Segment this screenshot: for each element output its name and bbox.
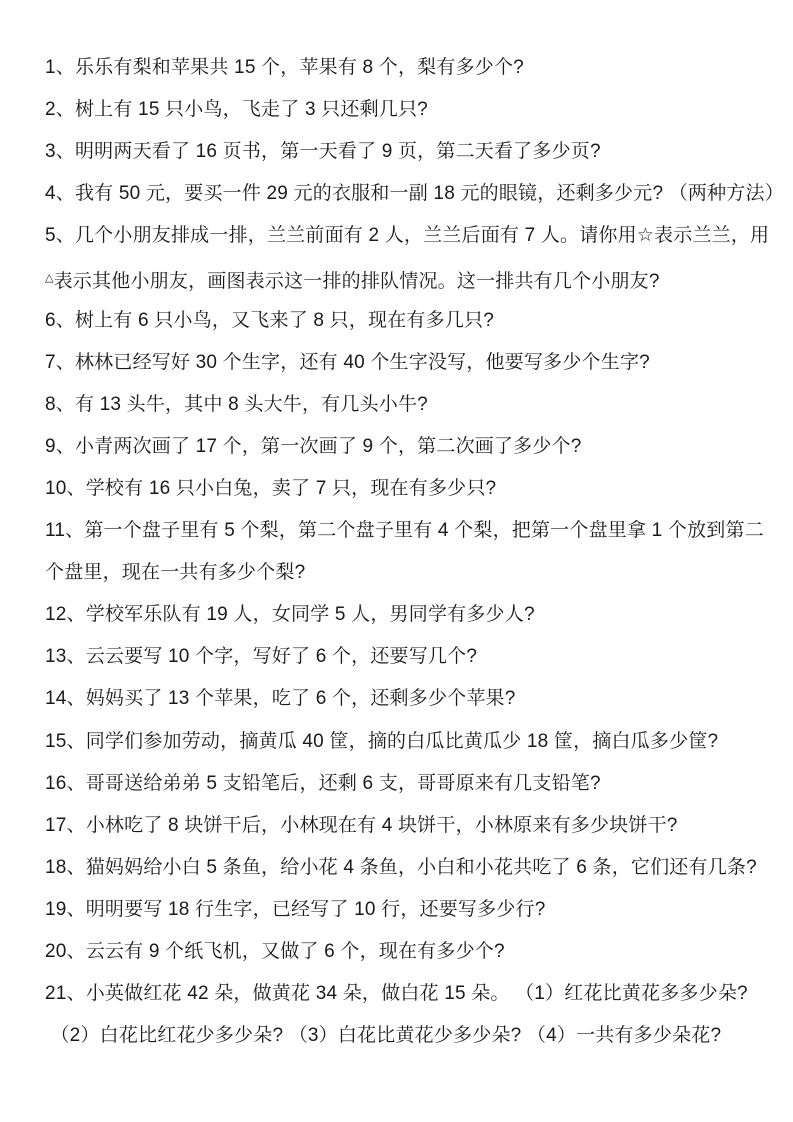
problem-16-line-1 bbox=[45, 763, 755, 805]
problem-6-line-1 bbox=[45, 300, 755, 342]
problem-text: 9、小青两次画了 17 个，第一次画了 9 个，第二次画了多少个? bbox=[45, 435, 582, 457]
problem-text: 15、同学们参加劳动，摘黄瓜 40 筐，摘的白瓜比黄瓜少 18 筐，摘白瓜多少筐? bbox=[45, 730, 719, 752]
problem-10-line-1 bbox=[45, 468, 755, 510]
problem-text: 20、云云有 9 个纸飞机，又做了 6 个，现在有多少个? bbox=[45, 940, 505, 962]
problem-17-line-1 bbox=[45, 805, 755, 847]
problem-text: 19、明明要写 18 行生字，已经写了 10 行，还要写多少行? bbox=[45, 898, 546, 920]
problem-text: 12、学校军乐队有 19 人，女同学 5 人，男同学有多少人? bbox=[45, 604, 535, 626]
problem-13-line-1 bbox=[45, 636, 755, 678]
problem-8-line-1 bbox=[45, 384, 755, 426]
problem-5-line-2 bbox=[45, 257, 755, 299]
problem-11-line-1 bbox=[45, 510, 764, 552]
problem-18-line-1 bbox=[45, 847, 755, 889]
problem-21-line-2 bbox=[45, 1015, 755, 1057]
triangle-symbol: △ bbox=[45, 272, 54, 285]
problem-list bbox=[45, 47, 784, 1057]
problem-5-line-1 bbox=[45, 215, 770, 257]
problem-text: 6、树上有 6 只小鸟，又飞来了 8 只，现在有多几只? bbox=[45, 309, 494, 331]
problem-7-line-1 bbox=[45, 342, 755, 384]
problem-14-line-1 bbox=[45, 678, 755, 720]
problem-1-line-1 bbox=[45, 47, 755, 89]
problem-text: 3、明明两天看了 16 页书，第一天看了 9 页，第二天看了多少页? bbox=[45, 141, 601, 163]
problem-20-line-1 bbox=[45, 931, 755, 973]
problem-text: 14、妈妈买了 13 个苹果，吃了 6 个，还剩多少个苹果? bbox=[45, 688, 516, 710]
problem-text: 2、树上有 15 只小鸟，飞走了 3 只还剩几只? bbox=[45, 99, 428, 121]
problem-text: （2）白花比红花少多少朵? （3）白花比黄花少多少朵? （4）一共有多少朵花? bbox=[45, 1025, 722, 1047]
problem-text: 18、猫妈妈给小白 5 条鱼，给小花 4 条鱼，小白和小花共吃了 6 条，它们还有几条? bbox=[45, 856, 757, 878]
problem-text: 4、我有 50 元，要买一件 29 元的衣服和一副 18 元的眼镜，还剩多少元? （两种方法） bbox=[45, 183, 784, 205]
problem-3-line-1 bbox=[45, 131, 755, 173]
problem-text: 7、林林已经写好 30 个生字，还有 40 个生字没写，他要写多少个生字? bbox=[45, 351, 650, 373]
problem-12-line-1 bbox=[45, 594, 755, 636]
problem-21-line-1 bbox=[45, 973, 755, 1015]
problem-text: 表示其他小朋友，画图表示这一排的排队情况。这一排共有几个小朋友? bbox=[53, 271, 660, 293]
problem-text: 10、学校有 16 只小白兔，卖了 7 只，现在有多少只? bbox=[45, 477, 497, 499]
problem-text: 16、哥哥送给弟弟 5 支铅笔后，还剩 6 支，哥哥原来有几支铅笔? bbox=[45, 772, 601, 794]
problem-text: 13、云云要写 10 个字，写好了 6 个，还要写几个? bbox=[45, 646, 478, 668]
problem-text: 个盘里，现在一共有多少个梨? bbox=[45, 562, 306, 584]
problem-9-line-1 bbox=[45, 426, 755, 468]
problem-text: 8、有 13 头牛，其中 8 头大牛，有几头小牛? bbox=[45, 393, 428, 415]
problem-4-line-1 bbox=[45, 173, 784, 215]
problem-11-line-2 bbox=[45, 552, 755, 594]
problem-text: 5、几个小朋友排成一排，兰兰前面有 2 人，兰兰后面有 7 人。请你用☆表示兰兰，用 bbox=[45, 225, 770, 247]
problem-2-line-1 bbox=[45, 89, 755, 131]
problem-text: 1、乐乐有梨和苹果共 15 个，苹果有 8 个，梨有多少个? bbox=[45, 57, 524, 78]
problem-15-line-1 bbox=[45, 721, 755, 763]
problem-text: 17、小林吃了 8 块饼干后，小林现在有 4 块饼干，小林原来有多少块饼干? bbox=[45, 814, 678, 836]
problem-19-line-1 bbox=[45, 889, 755, 931]
problem-text: 11、第一个盘子里有 5 个梨，第二个盘子里有 4 个梨，把第一个盘里拿 1 个放到第二 bbox=[45, 520, 764, 542]
problem-text: 21、小英做红花 42 朵，做黄花 34 朵，做白花 15 朵。 （1）红花比黄花多多少朵? bbox=[45, 983, 748, 1005]
